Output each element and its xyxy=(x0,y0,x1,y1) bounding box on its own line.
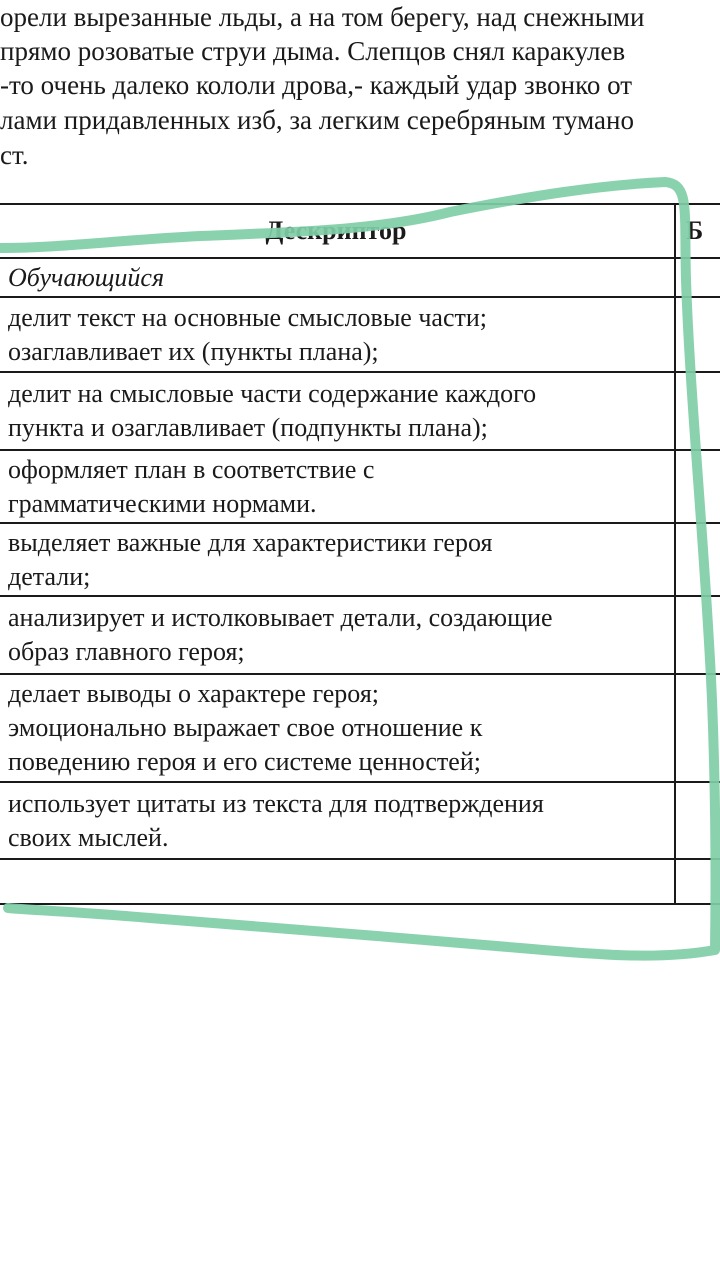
descriptor-column-header: Дескриптор xyxy=(0,204,675,258)
score-cell xyxy=(675,372,720,450)
score-cell xyxy=(675,859,720,904)
table-row xyxy=(0,372,720,450)
score-cell xyxy=(675,782,720,859)
prose-line: -то очень далеко кололи дрова,- каждый удар звонко от xyxy=(0,70,633,100)
table-header-row xyxy=(0,204,720,258)
cell-line: озаглавливает их (пункты плана); xyxy=(8,336,379,366)
table-row xyxy=(0,674,720,782)
score-cell xyxy=(675,450,720,523)
cell-line: делит текст на основные смысловые части; xyxy=(8,302,487,332)
cell-line: поведению героя и его системе ценностей; xyxy=(8,747,481,776)
cell-line: пункта и озаглавливает (подпункты плана); xyxy=(8,413,488,442)
descriptor-cell xyxy=(0,674,675,782)
score-cell xyxy=(675,596,720,674)
cell-line: делает выводы о характере героя; xyxy=(8,679,379,708)
cell-line: оформляет план в соответствие с xyxy=(8,454,375,484)
score-cell xyxy=(675,258,720,297)
descriptor-table xyxy=(0,203,720,905)
section-row xyxy=(0,258,720,297)
descriptor-cell xyxy=(0,372,675,450)
cell-line: детали; xyxy=(8,561,91,591)
prose-line: прямо розоватые струи дыма. Слепцов снял каракулев xyxy=(0,36,626,66)
cell-line: анализирует и истолковывает детали, создающие xyxy=(8,603,553,632)
descriptor-cell xyxy=(0,523,675,596)
cell-line: эмоционально выражает свое отношение к xyxy=(8,713,483,742)
score-cell xyxy=(675,674,720,782)
table-row xyxy=(0,596,720,674)
table-row xyxy=(0,782,720,859)
cell-line: использует цитаты из текста для подтверждения xyxy=(8,788,544,818)
score-column-header: Б xyxy=(675,204,720,258)
descriptor-cell xyxy=(0,859,675,904)
section-label: Обучающийся xyxy=(0,258,675,297)
score-cell xyxy=(675,297,720,372)
cell-line: грамматическими нормами. xyxy=(8,488,317,518)
prose-line: ст. xyxy=(0,140,29,170)
descriptor-cell xyxy=(0,297,675,372)
table-row xyxy=(0,523,720,596)
prose-line: орели вырезанные льды, а на том берегу, над снежными xyxy=(0,2,645,32)
score-cell xyxy=(675,523,720,596)
table-row xyxy=(0,450,720,523)
cell-line: делит на смысловые части содержание каждого xyxy=(8,379,537,408)
descriptor-cell xyxy=(0,782,675,859)
descriptor-cell xyxy=(0,596,675,674)
cell-line: образ главного героя; xyxy=(8,637,245,666)
empty-row xyxy=(0,859,720,904)
cell-line: выделяет важные для характеристики героя xyxy=(8,527,493,557)
cell-line: своих мыслей. xyxy=(8,822,169,852)
prose-line: лами придавленных изб, за легким серебряным тумано xyxy=(0,105,634,135)
descriptor-cell xyxy=(0,450,675,523)
table-row xyxy=(0,297,720,372)
